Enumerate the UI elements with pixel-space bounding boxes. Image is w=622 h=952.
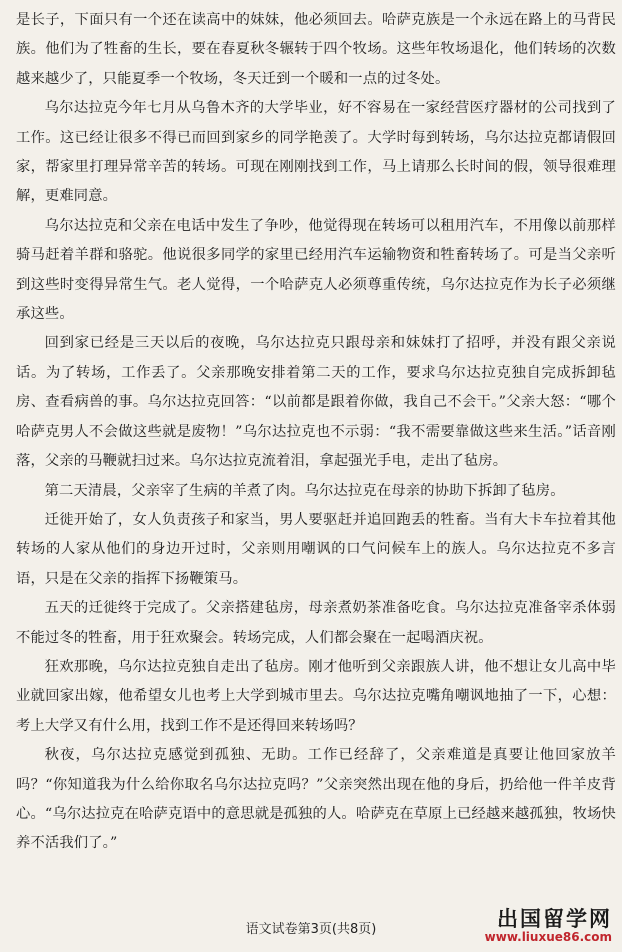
page-number-label: 语文试卷第3页(共8页) <box>245 922 377 937</box>
paragraph-7: 五天的迁徙终于完成了。父亲搭建毡房，母亲煮奶茶准备吃食。乌尔达拉克准备宰杀体弱不能过冬的牲畜，用于狂欢聚会。转场完成，人们都会聚在一起喝酒庆祝。 <box>16 600 616 646</box>
paragraph-4: 回到家已经是三天以后的夜晚，乌尔达拉克只跟母亲和妹妹打了招呼，并没有跟父亲说话。为了转场，工作丢了。父亲那晚安排着第二天的工作，要求乌尔达拉克独自完成拆卸毡房、查看病兽的事。乌尔达拉克回答：“以前都是跟着你做，我自己不会干。”父亲大怒：“哪个哈萨克男人不会做这些就是废物！”乌尔达拉克也不示弱：“我不需要靠做这些来生活。”话音刚落，父亲的马鞭就扫过来。乌尔达拉克流着泪，拿起强光手电，走出了毡房。 <box>16 335 616 470</box>
watermark-site-name: 出国留学网 <box>497 907 612 931</box>
paragraph-6: 迁徙开始了，女人负责孩子和家当，男人要驱赶并追回跑丢的牲畜。当有大卡车拉着其他转场的人家从他们的身边开过时，父亲则用嘲讽的口气问候车上的族人。乌尔达拉克不多言语，只是在父亲的指挥下扬鞭策马。 <box>16 511 616 587</box>
paragraph-5: 第二天清晨，父亲宰了生病的羊煮了肉。乌尔达拉克在母亲的协助下拆卸了毡房。 <box>44 482 565 499</box>
paragraph-2: 乌尔达拉克今年七月从乌鲁木齐的大学毕业，好不容易在一家经营医疗器材的公司找到了工作。这已经让很多不得已而回到家乡的同学艳羡了。大学时每到转场，乌尔达拉克都请假回家，帮家里打理异常辛苦的转场。可现在刚刚找到工作，马上请那么长时间的假，领导很难理解，更难同意。 <box>16 100 616 205</box>
paragraph-9: 秋夜，乌尔达拉克感觉到孤独、无助。工作已经辞了，父亲难道是真要让他回家放羊吗？“你知道我为什么给你取名乌尔达拉克吗？”父亲突然出现在他的身后，扔给他一件羊皮背心。“乌尔达拉克在哈萨克语中的意思就是孤独的人。哈萨克在草原上已经越来越孤独，牧场快养不活我们了。” <box>16 747 616 852</box>
site-watermark <box>485 908 612 944</box>
document-page <box>16 6 616 859</box>
watermark-url: www.liuxue86.com <box>484 930 612 945</box>
paragraph-3: 乌尔达拉克和父亲在电话中发生了争吵，他觉得现在转场可以租用汽车，不用像以前那样骑马赶着羊群和骆驼。他说很多同学的家里已经用汽车运输物资和牲畜转场了。可是当父亲听到这些时变得异常生气。老人觉得，一个哈萨克人必须尊重传统，乌尔达拉克作为长子必须继承这些。 <box>16 217 616 323</box>
paragraph-1: 是长子，下面只有一个还在读高中的妹妹，他必须回去。哈萨克族是一个永远在路上的马背民族。他们为了牲畜的生长，要在春夏秋冬辗转于四个牧场。这些年牧场退化，他们转场的次数越来越少了，只能夏季一个牧场，冬天迁到一个暖和一点的过冬处。 <box>16 12 616 87</box>
paragraph-8: 狂欢那晚，乌尔达拉克独自走出了毡房。刚才他听到父亲跟族人讲，他不想让女儿高中毕业就回家出嫁，他希望女儿也考上大学到城市里去。乌尔达拉克嘴角嘲讽地抽了一下，心想：考上大学又有什么用，找到工作不是还得回来转场吗？ <box>16 658 616 734</box>
